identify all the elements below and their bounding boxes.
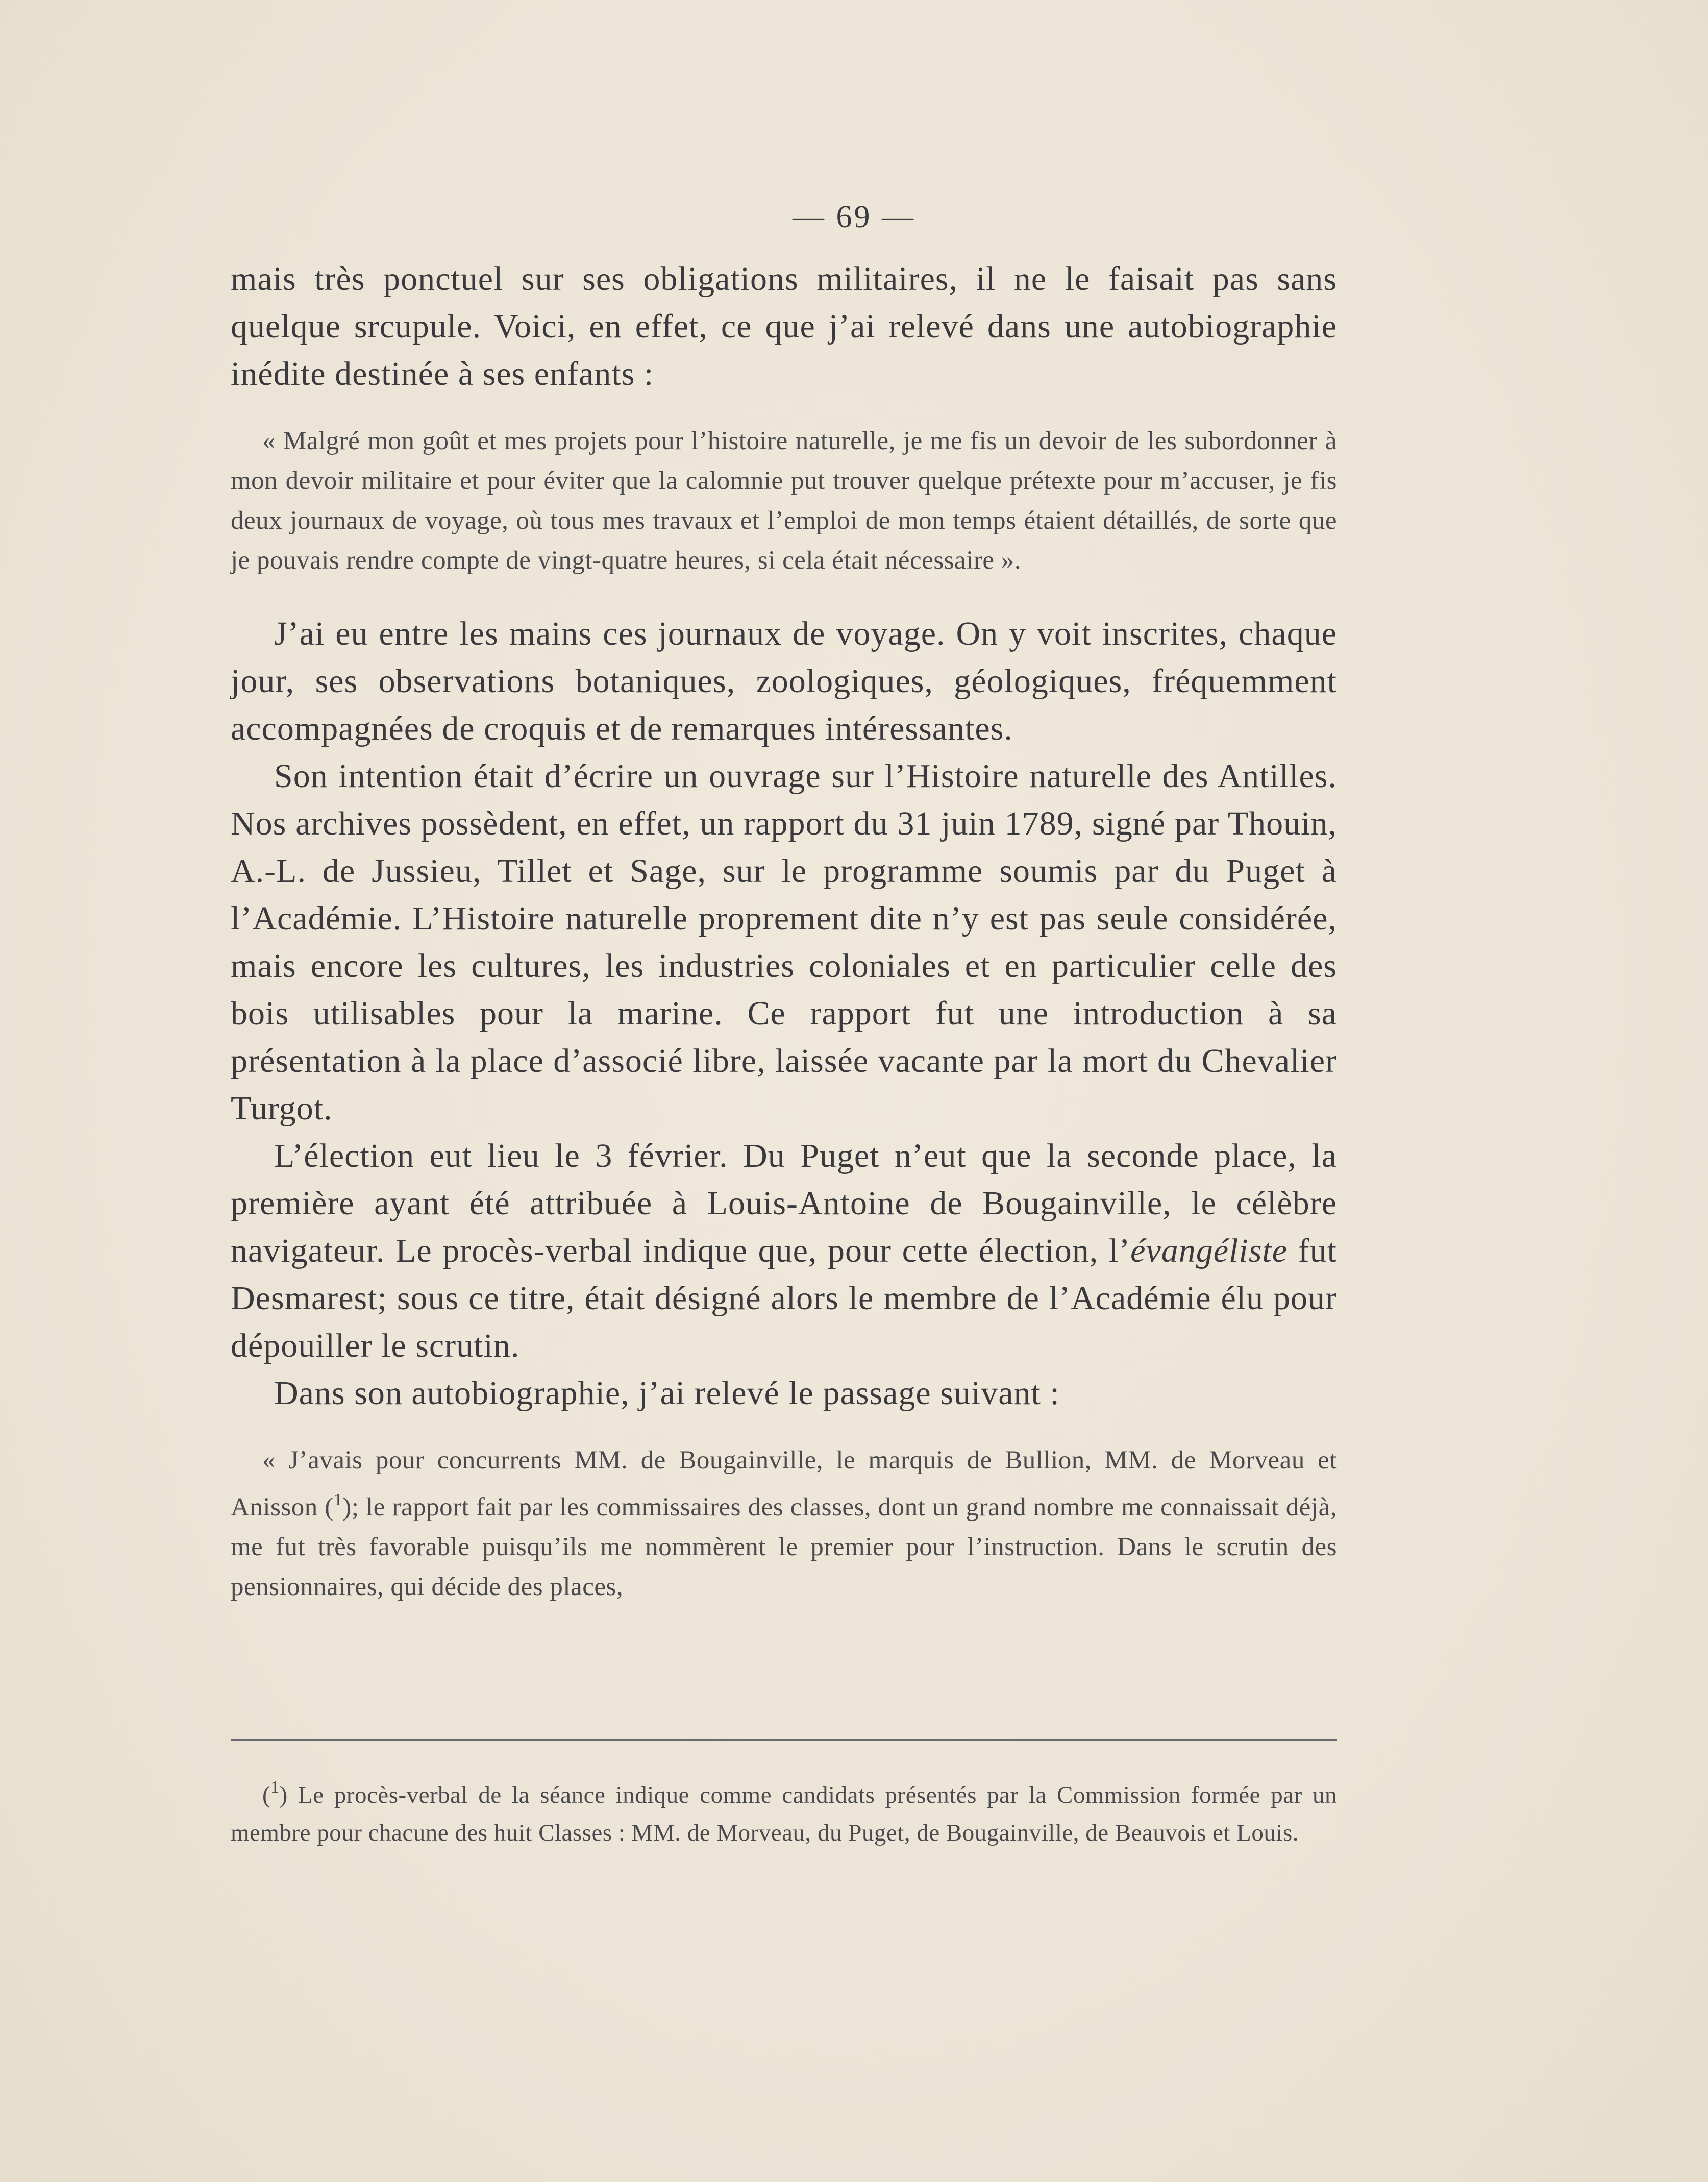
spacer — [231, 398, 1337, 421]
italic-term: évangéliste — [1130, 1232, 1288, 1269]
footnote-marker-open: ( — [262, 1782, 271, 1808]
paragraph-4 — [231, 1132, 1337, 1369]
paragraph-3: Son intention était d’écrire un ouvrage sur l’Histoire naturelle des Antilles. Nos archives possèdent, en effet, un rapport du 31 juin 1789, signé par Thouin, A.-L. de Jussieu, Tillet et Sage, sur le programme soumis par du Puget à l’Académie. L’Histoire naturelle proprement dite n’y est pas seule considérée, mais encore les cultures, les industries coloniales et en particulier celle des bois utilisables pour la marine. Ce rapport fut une introduction à sa présentation à la place d’associé libre, laissée vacante par la mort du Chevalier Turgot. — [231, 757, 1337, 1127]
paragraph-4-text-end: fut Desmarest; sous ce titre, était désigné alors le membre de l’Académie élu pour dépouiller le scrutin. — [231, 1232, 1337, 1364]
footnote-marker-number: 1 — [270, 1778, 280, 1797]
page-number: — 69 — — [793, 200, 915, 234]
paragraph-2: J’ai eu entre les mains ces journaux de voyage. On y voit inscrites, chaque jour, ses observations botaniques, zoologiques, géologiques, fréquemment accompagnées de croquis et de remarques intéressantes. — [231, 615, 1337, 747]
footnote-reference: 1 — [333, 1490, 343, 1509]
footnote-1 — [231, 1769, 1337, 1852]
footnote-marker-close: ) — [279, 1782, 288, 1808]
main-text — [231, 255, 1337, 1607]
spacer — [231, 580, 1337, 610]
footnote-divider — [231, 1739, 1337, 1741]
footnote-area — [231, 1769, 1337, 1852]
quotation-1: « Malgré mon goût et mes projets pour l’histoire naturelle, je me fis un devoir de les subordonner à mon devoir militaire et pour éviter que la calomnie put trouver quelque prétexte pour m’accuser, je fis deux journaux de voyage, où tous mes travaux et l’emploi de mon temps étaient détaillés, de sorte que je pouvais rendre compte de vingt-quatre heures, si cela était nécessaire ». — [231, 427, 1337, 575]
quotation-2-text-end: ); le rapport fait par les commissaires des classes, dont un grand nombre me connaissait déjà, me fut très favorable puisqu’ils me nommèrent le premier pour l’instruction. Dans le scrutin des pensionnaires, qui décide des places, — [231, 1493, 1337, 1601]
quotation-2-text-start: « J’avais pour concurrents MM. de Bougainville, le marquis de Bullion, MM. de Morveau et Anisson ( — [231, 1446, 1337, 1522]
paragraph-1: mais très ponctuel sur ses obligations militaires, il ne le faisait pas sans quelque srcupule. Voici, en effet, ce que j’ai relevé dans une autobiographie inédite destinée à ses enfants : — [231, 260, 1337, 393]
paragraph-5: Dans son autobiographie, j’ai relevé le passage suivant : — [274, 1375, 1060, 1412]
quotation-2 — [231, 1440, 1337, 1607]
footnote-text: Le procès-verbal de la séance indique comme candidats présentés par la Commission formée par un membre pour chacune des huit Classes : MM. de Morveau, du Puget, de Bougainville, de Beauvois et Louis. — [231, 1782, 1337, 1846]
spacer — [231, 1417, 1337, 1440]
paragraph-4-text-start: L’élection eut lieu le 3 février. Du Puget n’eut que la seconde place, la première ayant été attribuée à Louis-Antoine de Bougainville, le célèbre navigateur. Le procès-verbal indique que, pour cette élection, l’ — [231, 1137, 1337, 1269]
